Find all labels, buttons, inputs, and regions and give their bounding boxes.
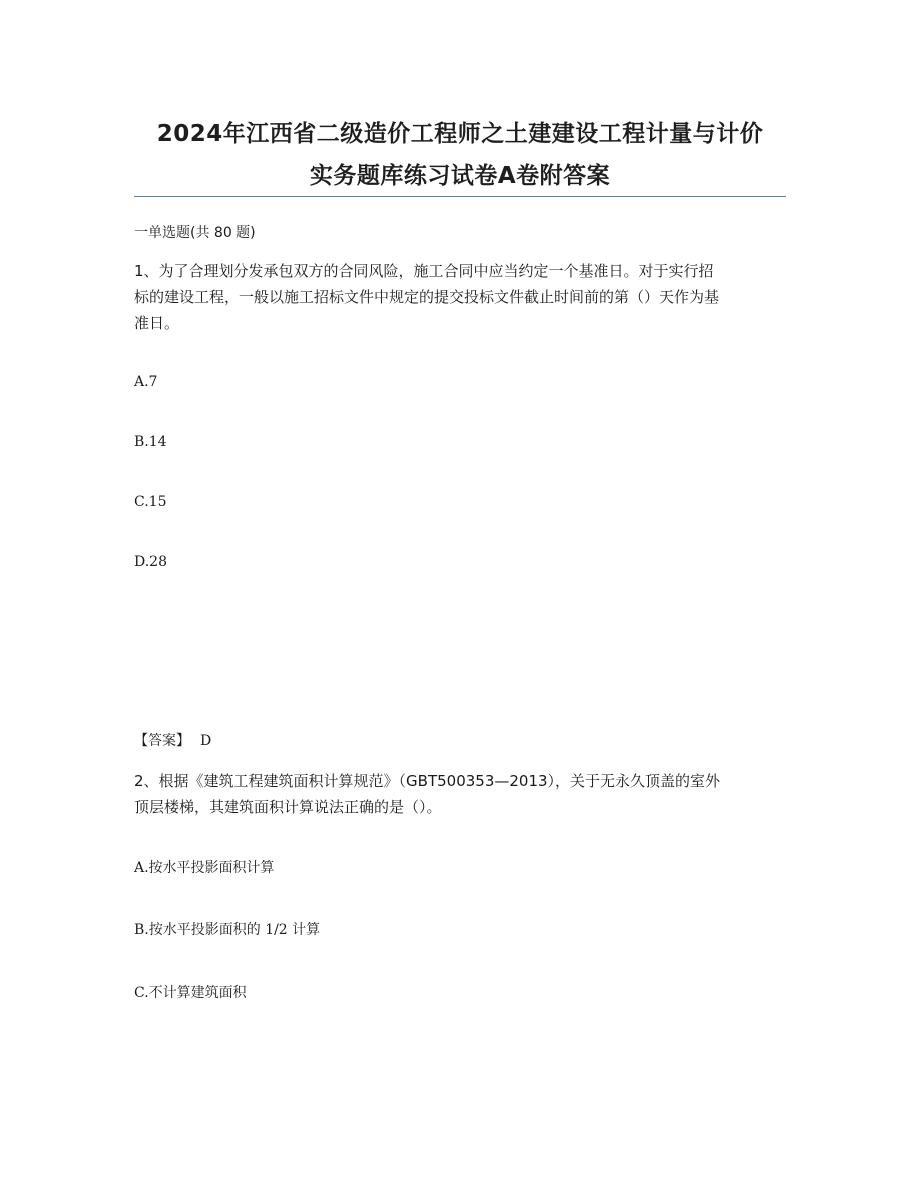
question-1-option-d: D.28 — [134, 554, 167, 570]
question-1-line-3: 准日。 — [134, 314, 180, 332]
section-header: 一单选题(共 80 题) — [134, 225, 256, 241]
question-1-line-2: 标的建设工程，一般以施工招标文件中规定的提交投标文件截止时间前的第（）天作为基 — [134, 288, 720, 306]
answer-label: 【答案】 — [134, 733, 190, 749]
question-2-line-2: 顶层楼梯，其建筑面积计算说法正确的是（）。 — [134, 798, 442, 816]
question-2-option-b: B.按水平投影面积的 1/2 计算 — [134, 922, 321, 938]
question-2-option-a: A.按水平投影面积计算 — [134, 860, 275, 876]
question-1-option-c: C.15 — [134, 494, 167, 510]
question-1-line-1: 1、为了合理划分发承包双方的合同风险，施工合同中应当约定一个基准日。对于实行招 — [134, 262, 714, 280]
question-2-option-c: C.不计算建筑面积 — [134, 985, 247, 1001]
document-title-line-1: 2024年江西省二级造价工程师之土建建设工程计量与计价 — [156, 121, 764, 147]
question-1-answer — [134, 731, 211, 751]
question-2-line-1: 2、根据《建筑工程建筑面积计算规范》（GBT500353—2013），关于无永久顶盖的室外 — [134, 772, 721, 790]
answer-value: D — [200, 733, 212, 749]
document-title-line-2: 实务题库练习试卷A卷附答案 — [309, 163, 611, 189]
title-divider — [134, 196, 786, 197]
question-1-option-a: A.7 — [134, 374, 158, 390]
question-1-option-b: B.14 — [134, 434, 167, 450]
